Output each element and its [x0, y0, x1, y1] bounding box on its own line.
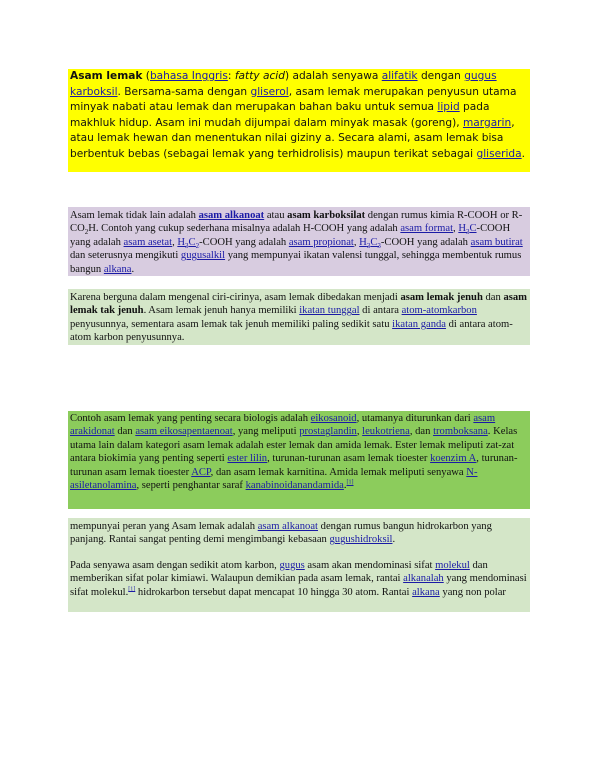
link-asam-format[interactable]: asam format [400, 223, 454, 235]
link-asam-alkanoat[interactable]: asam alkanoat [198, 210, 265, 221]
text: C [370, 236, 378, 248]
text: , dan [409, 426, 434, 438]
text: , turunan-turunan asam lemak tioester [267, 453, 431, 465]
text: C [469, 223, 477, 235]
link-gugusalkil[interactable]: gugusalkil [180, 250, 226, 262]
text: H. Contoh yang cukup sederhana misalnya adalah H-COOH yang adalah [88, 223, 401, 235]
text: , turunan-turunan asam lemak tioester [70, 453, 518, 478]
text: , [356, 426, 363, 438]
link-asam-asetat[interactable]: asam asetat [123, 236, 173, 248]
link-alifatik[interactable]: alifatik [381, 70, 418, 82]
link-alkanalah[interactable]: alkanalah [403, 573, 444, 585]
link-alkana-2[interactable]: alkana [412, 586, 440, 598]
link-h3c3[interactable] [359, 237, 381, 248]
text: yang mendominasi sifat molekul. [70, 573, 527, 598]
link-alkana[interactable]: alkana [103, 263, 132, 275]
text: di antara atom-atom karbon penyusunnya. [70, 318, 513, 344]
link-asam-propionat[interactable]: asam propionat [288, 236, 354, 248]
paragraph-gap [70, 547, 528, 559]
text: Karena berguna dalam mengenal ciri-cirinya, asam lemak dibedakan menjadi [70, 292, 401, 303]
link-acp[interactable]: ACP [191, 466, 211, 478]
paragraph-classification [68, 289, 530, 345]
subscript: 3 [366, 241, 371, 250]
link-gugus[interactable]: gugus [279, 559, 305, 571]
term-asam-lemak-jenuh: asam lemak jenuh [400, 292, 483, 303]
text: ( [142, 70, 150, 82]
paragraph-structure [68, 518, 530, 612]
text: -COOH yang adalah [199, 236, 289, 248]
text: dengan rumus kimia R-COOH or R-CO [70, 210, 523, 235]
term-asam-lemak-tak-jenuh: asam lemak tak jenuh [70, 292, 527, 317]
text: dan seterusnya mengikuti [70, 250, 181, 262]
text: . Bersama-sama dengan [117, 85, 251, 98]
link-h3c[interactable] [458, 223, 477, 237]
text: Pada senyawa asam dengan sedikit atom karbon, [70, 559, 280, 571]
text: dengan [417, 70, 465, 82]
link-margarin[interactable]: margarin [462, 116, 512, 129]
link-n-asiletanolamina[interactable]: N-asiletanolamina [70, 466, 478, 492]
text: . [392, 534, 396, 546]
link-kanabinoidanandamida[interactable]: kanabinoidanandamida [245, 480, 344, 492]
subscript: 3 [185, 241, 189, 250]
link-asam-butirat[interactable]: asam butirat [470, 236, 523, 248]
paragraph-part-2 [70, 559, 528, 599]
term-bold: Asam lemak [70, 70, 143, 82]
text: penyusunnya, sementara asam lemak tak jenuh memiliki paling sedikit satu [70, 318, 393, 330]
text: . Kelas utama lain dalam kategori asam lemak adalah ester lemak dan amida lemak. Ester lemak meliputi zat-zat antara biokimia yang penting seperti [70, 426, 518, 465]
link-asam-eikosapentaenoat[interactable]: asam eikosapentaenoat [135, 426, 233, 438]
text: , seperti penghantar saraf [136, 480, 246, 492]
text: di antara [359, 305, 402, 317]
link-leukotriena[interactable]: leukotriena [362, 426, 410, 438]
paragraph-examples [68, 411, 530, 509]
link-eikosanoid[interactable]: eikosanoid [310, 413, 357, 424]
text: H [359, 236, 367, 248]
text: Contoh asam lemak yang penting secara biologis adalah [70, 413, 311, 424]
text: hidrokarbon tersebut dapat mencapat 10 hingga 30 atom. Rantai [135, 586, 413, 598]
text: C [188, 236, 196, 248]
link-bahasa-inggris[interactable]: bahasa Inggris [149, 70, 228, 82]
subscript: 3 [465, 228, 470, 237]
reference-link[interactable]: [1] [346, 479, 354, 486]
link-asam-arakidonat[interactable]: asam arakidonat [70, 413, 496, 438]
subscript: 2 [195, 241, 200, 250]
text: , asam lemak merupakan penyusun utama minyak nabati atau lemak dan merupakan bahan baku untuk semua [70, 85, 517, 114]
link-gugus-karboksil[interactable]: gugus karboksil [70, 70, 497, 98]
term-asam-karboksilat: asam karboksilat [287, 210, 366, 221]
link-gliserol[interactable]: gliserol [250, 85, 289, 98]
link-gliserida[interactable]: gliserida [476, 147, 522, 160]
reference-link[interactable]: [1] [128, 586, 136, 593]
text: asam akan mendominasi sifat [304, 559, 436, 571]
text: . [343, 480, 347, 492]
paragraph-part-1 [70, 520, 528, 547]
subscript: 3 [377, 241, 381, 250]
text: atau [264, 210, 288, 221]
link-ester-lilin[interactable]: ester lilin [227, 453, 268, 465]
text: yang mempunyai ikatan valensi tunggal, sehingga membentuk rumus bangun [70, 250, 522, 275]
text: , [453, 223, 459, 235]
text: dengan rumus bangun hidrokarbon yang panjang. Rantai sangat penting demi mengimbangi kebasaan [70, 521, 492, 546]
link-lipid[interactable]: lipid [437, 101, 460, 114]
text: H [177, 236, 186, 248]
text: , yang meliputi [232, 426, 300, 438]
paragraph-definition [68, 207, 530, 276]
text: ) adalah senyawa [284, 70, 382, 82]
link-tromboksana[interactable]: tromboksana [433, 426, 488, 438]
link-molekul[interactable]: molekul [435, 559, 470, 571]
term-italic: fatty acid [234, 70, 285, 82]
subscript: 2 [84, 228, 89, 237]
text: dan [114, 426, 136, 438]
text: -COOH yang adalah [380, 236, 471, 248]
link-ikatan-ganda[interactable]: ikatan ganda [392, 318, 446, 330]
text: dan [482, 292, 504, 303]
text: H [458, 223, 466, 235]
link-gugushidroksil[interactable]: gugushidroksil [329, 534, 393, 546]
text: dan memberikan sifat polar kimiawi. Walaupun demikian pada asam lemak, rantai [70, 559, 488, 585]
link-koenzim-a[interactable]: koenzim A [430, 453, 477, 465]
text: : [227, 70, 235, 82]
text: , utamanya diturunkan dari [356, 413, 474, 424]
text: -COOH yang adalah [70, 223, 511, 248]
text: , [353, 236, 360, 248]
link-h3c2[interactable] [177, 237, 199, 248]
link-prostaglandin[interactable]: prostaglandin [299, 426, 357, 438]
link-ikatan-tunggal[interactable]: ikatan tunggal [299, 305, 360, 317]
text: pada makhluk hidup. Asam ini mudah dijumpai dalam minyak masak (goreng), [70, 101, 490, 129]
text: yang non polar [439, 586, 506, 598]
link-asam-alkanoat-2[interactable]: asam alkanoat [257, 521, 318, 532]
text: Asam lemak tidak lain adalah [70, 210, 199, 221]
text: mempunyai peran yang Asam lemak adalah [70, 521, 258, 532]
text: . Asam lemak jenuh hanya memiliki [143, 305, 300, 317]
link-atom-karbon[interactable]: atom-atomkarbon [401, 305, 477, 317]
text: , atau lemak hewan dan menentukan nilai giziny a. Secara alami, asam lemak bisa berbentuk bebas (sebagai lemak yang terhidrolisis) maupun terikat sebagai [70, 116, 515, 160]
paragraph-intro [68, 69, 530, 172]
text: . [131, 263, 135, 275]
text: , [172, 236, 178, 248]
text: , dan asam lemak karnitina. Amida lemak meliputi senyawa [210, 466, 467, 478]
text: . [521, 147, 526, 160]
